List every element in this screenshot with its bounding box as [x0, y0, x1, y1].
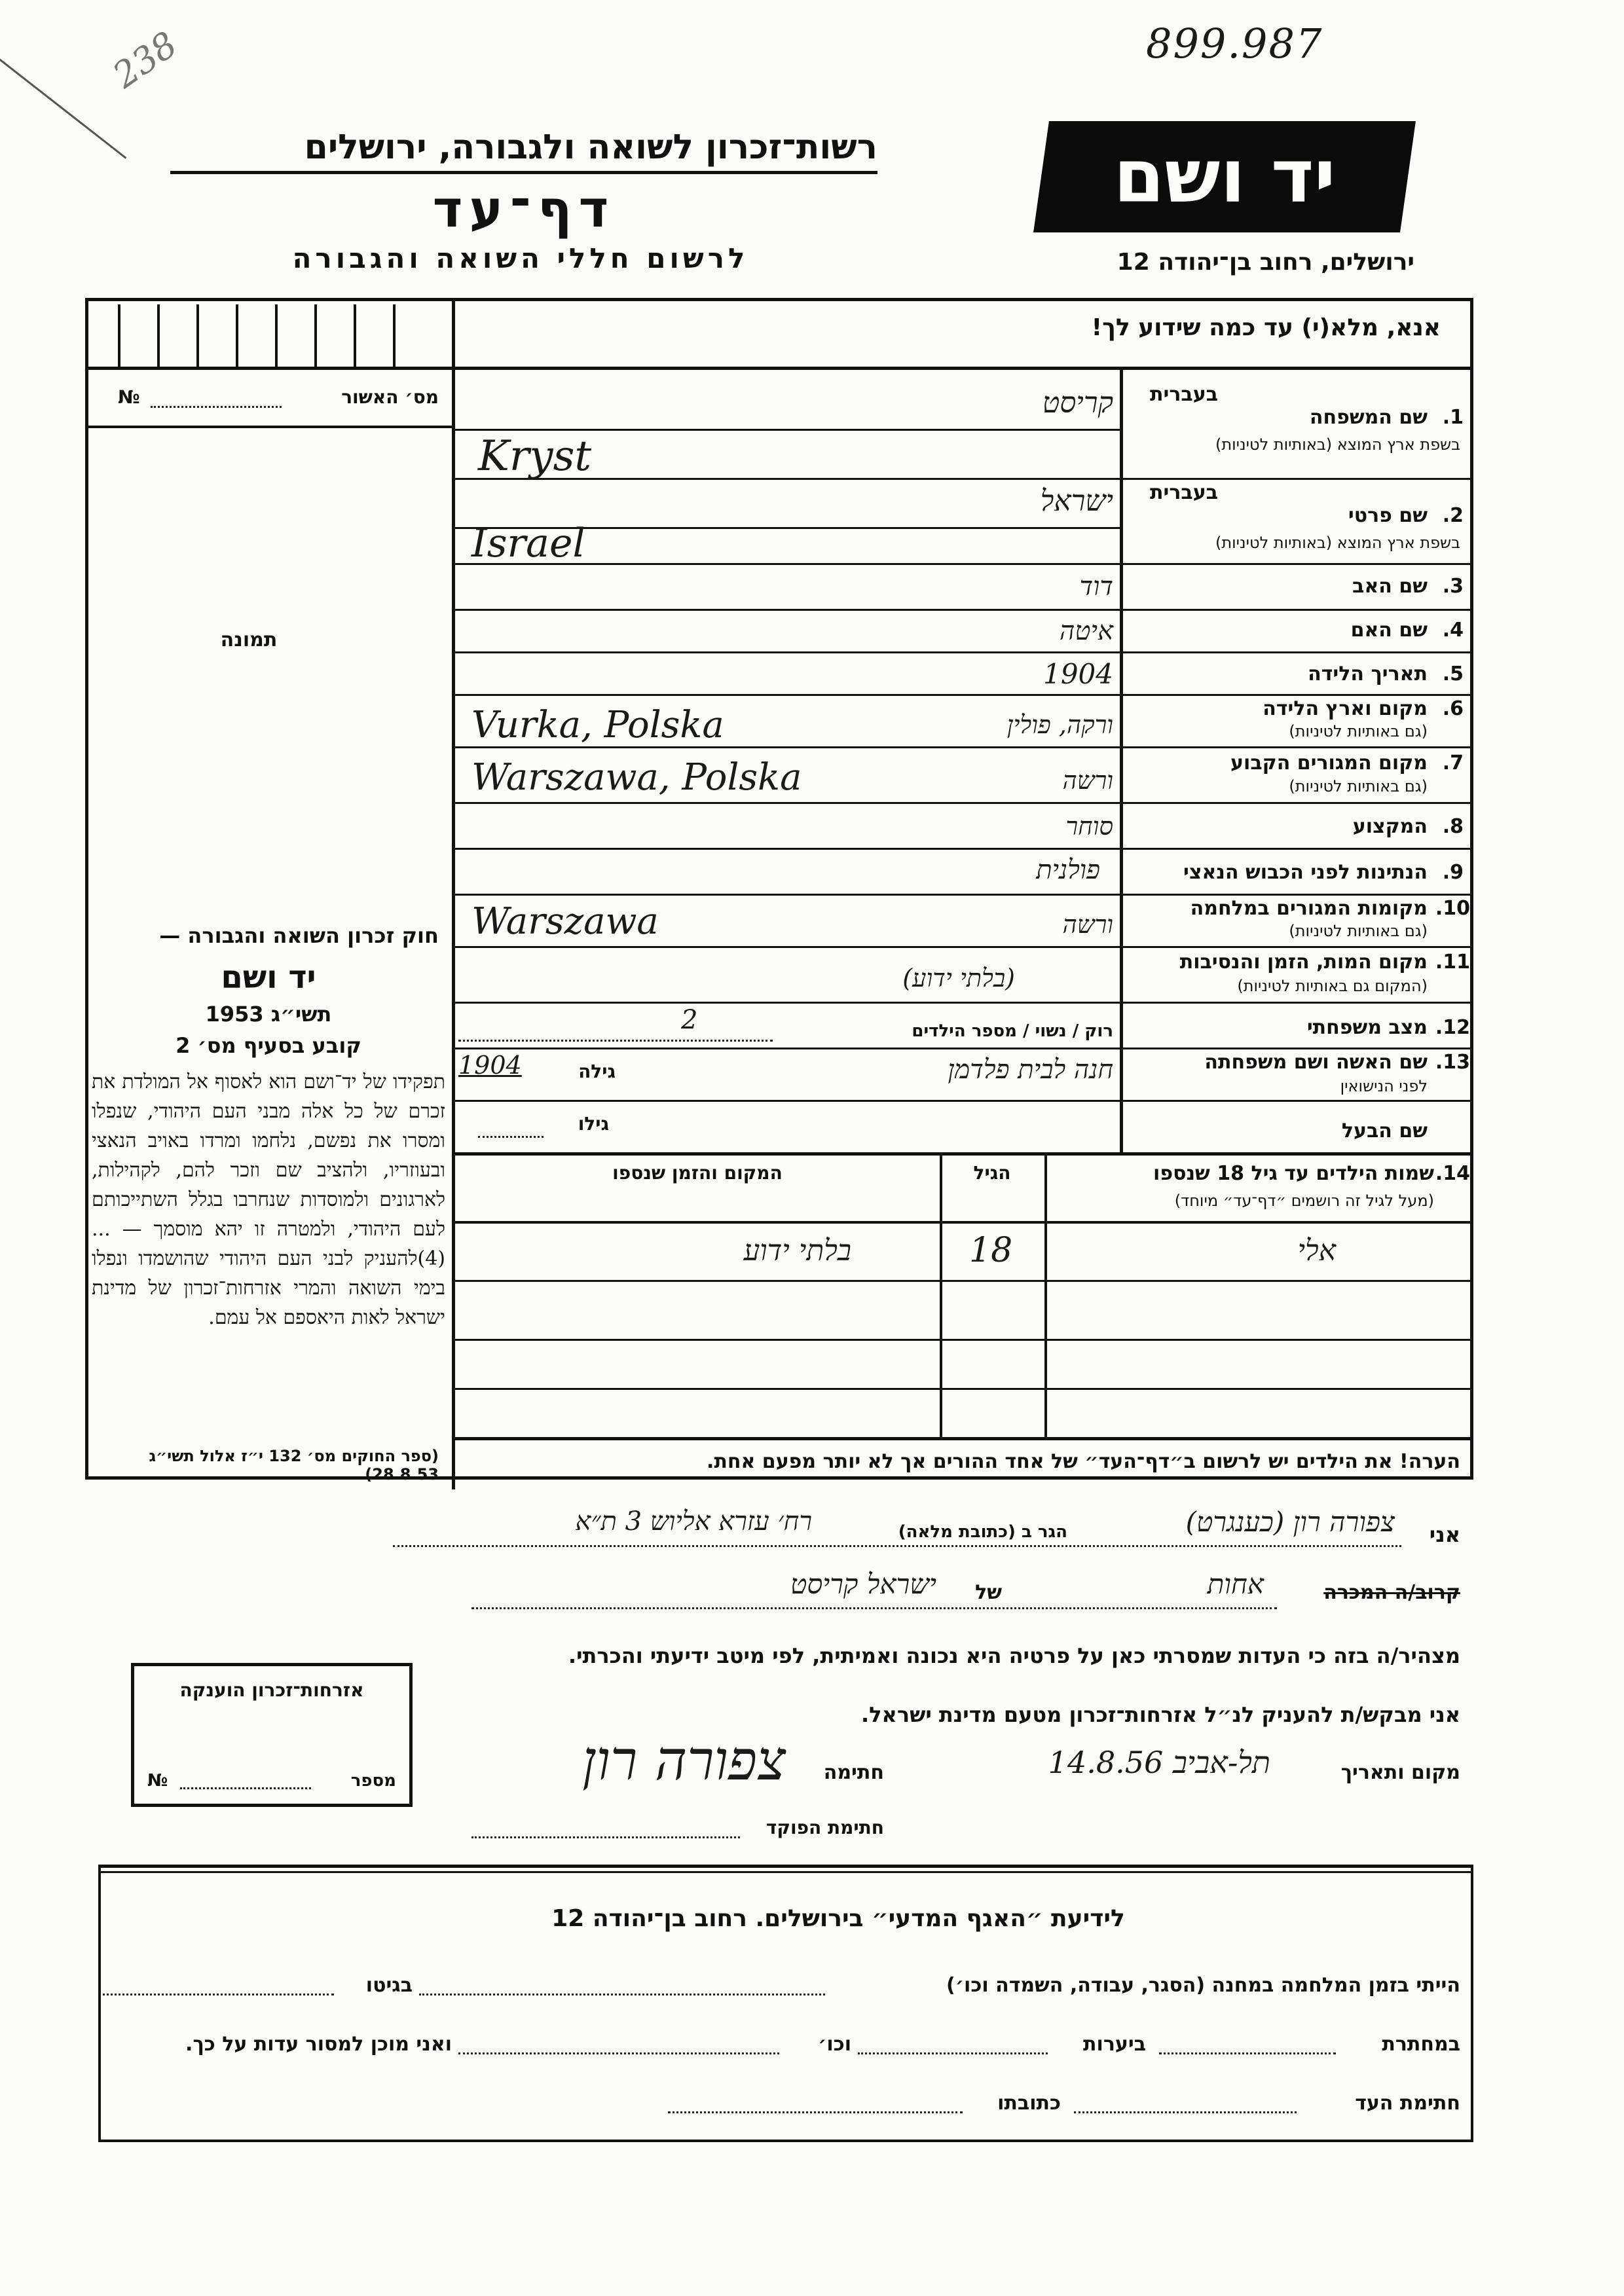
camp-line [419, 1994, 825, 1995]
children-note: (מעל לגיל זה רושמים ״דף־עד״ מיוחד) [1174, 1192, 1434, 1210]
memorial-citizenship-box [131, 1663, 413, 1807]
children-col-place: המקום והזמן שנספו [612, 1162, 783, 1184]
row-rule [452, 478, 1473, 480]
bottom-rule-1 [98, 1865, 1473, 1868]
children-col-rule [1044, 1152, 1047, 1440]
field-7-label: מקום המגורים הקבוע [1230, 752, 1428, 774]
children-num: 14. [1435, 1162, 1470, 1185]
field-13-num: 13. [1435, 1051, 1470, 1074]
field-5-num: 5. [1442, 663, 1464, 685]
bottom-title: לידיעת ״האגף המדעי״ בירושלים. רחוב בן־יהודה 12 [551, 1905, 1125, 1932]
field-12-status: רוק / נשוי / מספר הילדים [912, 1021, 1113, 1041]
field-7-note: (גם באותיות לטיניות) [1289, 777, 1428, 795]
child-age: 18 [969, 1231, 1013, 1270]
law-title: חוק זכרון השואה והגבורה — [159, 923, 439, 948]
field-11-value: (בלתי ידוע) [902, 964, 1015, 993]
relative-line [471, 1607, 1277, 1609]
field-5-label: תאריך הלידה [1308, 663, 1428, 685]
row-rule [452, 1152, 1473, 1156]
bottom-frame-left [98, 1866, 101, 2141]
field-8-num: 8. [1442, 815, 1464, 838]
row-rule [452, 1002, 1473, 1004]
field-7-value-hebrew: ורשה [1062, 766, 1113, 795]
field-6-label: מקום וארץ הלידה [1263, 697, 1428, 720]
field-10-value-latin: Warszawa [471, 900, 659, 943]
field-9-label: הנתינות לפני הכבוש הנאצי [1183, 861, 1428, 884]
photo-label: תמונה [220, 629, 278, 651]
husband-age-line [478, 1136, 544, 1138]
field-2-hebrew-tag: בעברית [1150, 481, 1218, 504]
signature-label: חתימה [823, 1761, 884, 1784]
address-line [668, 2111, 963, 2113]
row-rule [452, 609, 1473, 611]
field-4-value: איטה [1059, 616, 1113, 646]
declarant-of-label: של [975, 1581, 1002, 1604]
row-rule [452, 848, 1473, 850]
corner-fold [0, 52, 126, 158]
declarant-relative-label: קרוב/ה המכרה [1323, 1581, 1460, 1604]
field-1-value-hebrew: קריסט [1042, 386, 1113, 420]
place-date-value: תל-אביב 14.8.56 [1048, 1745, 1270, 1780]
field-3-label: שם האב [1352, 575, 1428, 598]
memorial-box-no: № [147, 1771, 168, 1791]
law-source: (ספר החוקים מס׳ 132 י״ז אלול תשי״ג 28.8.53) [149, 1447, 439, 1484]
row-rule [452, 429, 1120, 431]
place-date-label: מקום ותאריך [1340, 1761, 1460, 1784]
row-rule [452, 746, 1473, 748]
law-section: קובע בסעיף מס׳ 2 [175, 1033, 361, 1058]
field-6-value-hebrew: ורקה, פולין [1006, 710, 1113, 739]
signature: צפורה רון [582, 1728, 786, 1793]
logo-text: יד ושם [1113, 134, 1336, 219]
children-col-rule [940, 1152, 942, 1440]
officer-label: חתימת הפוקד [766, 1817, 884, 1838]
declarant-address: רח׳ עזרא אליוש 3 ת״א [575, 1506, 812, 1537]
intro-rule [85, 367, 1473, 370]
officer-line [471, 1836, 740, 1838]
field-13-note: לפני הנישואין [1340, 1077, 1428, 1095]
field-6-note: (גם באותיות לטיניות) [1289, 722, 1428, 740]
field-10-note: (גם באותיות לטיניות) [1289, 922, 1428, 940]
field-1-label: שם המשפחה [1309, 406, 1428, 429]
field-8-value: סוחר [1065, 812, 1113, 841]
form-title: דף־עד [432, 180, 616, 239]
field-13-age-label: גילה [578, 1061, 616, 1082]
row-rule [452, 894, 1473, 896]
field-11-label: מקום המות, הזמן והנסיבות [1179, 951, 1428, 974]
bottom-witness-sig: חתימת העד [1355, 2092, 1460, 2115]
field-2-value-latin: Israel [471, 520, 585, 566]
row-rule [452, 563, 1473, 565]
corner-stamp: 238 [105, 24, 185, 96]
forests-line [858, 2052, 1048, 2054]
field-4-label: שם האם [1350, 619, 1428, 642]
field-1-hebrew-tag: בעברית [1150, 383, 1218, 406]
field-10-num: 10. [1435, 897, 1470, 920]
underground-line [1159, 2052, 1336, 2054]
memorial-box-title: אזרחות־זכרון הוענקה [179, 1679, 364, 1701]
bottom-underground: במחתרת [1382, 2033, 1460, 2056]
field-3-num: 3. [1442, 575, 1464, 598]
children-col-age: הגיל [973, 1162, 1011, 1184]
field-5-value: 1904 [1043, 658, 1113, 690]
husband-age-label: גילו [578, 1113, 609, 1135]
bottom-ghetto: בגיטו [365, 1974, 413, 1997]
approval-no: № [118, 386, 140, 408]
approval-rule [85, 426, 452, 428]
request-text: אני מבקש/ת להעניק לנ״ל אזרחות־זכרון מטעם מדינת ישראל. [861, 1702, 1460, 1727]
declarant-gar-label: הגר ב (כתובת מלאה) [898, 1522, 1067, 1542]
children-bottom-rule [452, 1437, 1473, 1440]
field-4-num: 4. [1442, 619, 1464, 642]
field-6-value-latin: Vurka, Polska [471, 704, 724, 746]
field-2-note: בשפת ארץ המוצא (באותיות לטיניות) [1215, 534, 1460, 552]
children-header-rule [452, 1221, 1473, 1224]
husband-label: שם הבעל [1341, 1120, 1428, 1142]
field-6-num: 6. [1442, 697, 1464, 720]
law-year: תשי״ג 1953 [205, 1002, 332, 1027]
field-9-value: פולנית [1036, 855, 1100, 885]
declarant-of-name: ישראל קריסט [790, 1568, 936, 1600]
field-12-children-count: 2 [681, 1005, 698, 1035]
declarant-relation: אחות [1207, 1568, 1264, 1600]
field-13-label: שם האשה ושם משפחתה [1204, 1051, 1428, 1074]
row-rule [452, 694, 1473, 696]
field-12-num: 12. [1435, 1016, 1470, 1039]
declarant-ani: אני [1429, 1522, 1460, 1547]
bottom-frame-base [98, 2140, 1473, 2142]
field-11-num: 11. [1435, 951, 1470, 974]
header-address: ירושלים, רחוב בן־יהודה 12 [1116, 249, 1414, 276]
children-row-rule [452, 1280, 1473, 1282]
children-title: שמות הילדים עד גיל 18 שנספו [1153, 1162, 1434, 1185]
bottom-line1: הייתי בזמן המלחמה במחנה (הסגר, עבודה, השמדה וכו׳) [946, 1974, 1460, 1997]
serial-number: 899.987 [1146, 20, 1323, 67]
row-rule [452, 1100, 1473, 1102]
children-row-rule [452, 1339, 1473, 1341]
approval-boxes [118, 304, 452, 367]
row-rule [452, 946, 1473, 948]
field-7-value-latin: Warszawa, Polska [471, 756, 802, 799]
field-2-num: 2. [1442, 504, 1464, 527]
row-rule [452, 802, 1473, 804]
child-name: אלי [1297, 1234, 1336, 1267]
ghetto-line [98, 1994, 334, 1995]
field-7-num: 7. [1442, 752, 1464, 774]
bottom-ready: ואני מוכן למסור עדות על כך. [185, 2033, 452, 2056]
field-9-num: 9. [1442, 861, 1464, 884]
field-13-value: חנה לבית פלדמן [948, 1055, 1113, 1085]
field-2-value-hebrew: ישראל [1040, 484, 1113, 518]
field-8-label: המקצוע [1352, 815, 1428, 838]
remark: הערה! את הילדים יש לרשום ב״דף־העד״ של אחד ההורים אך לא יותר מפעם אחת. [707, 1450, 1460, 1473]
authority-name: רשות־זכרון לשואה ולגבורה, ירושלים [170, 128, 877, 174]
bottom-forests: ביערות [1083, 2033, 1146, 2056]
field-11-note: (המקום גם באותיות לטיניות) [1237, 977, 1428, 995]
field-10-value-hebrew: ורשה [1062, 910, 1113, 939]
field-12-label: מצב משפחתי [1306, 1016, 1428, 1039]
declarant-line [393, 1545, 1401, 1547]
law-text: תפקידו של יד־ושם הוא לאסוף אל המולדת את זכרם של כל אלה מבני העם היהודי, שנפלו ומסרו את נפשם, נלחמו ומרדו באויב הנאצי ובעוזריו, ולהציב שם וזכר להם, לקהילות, לארגונים ולמוסדות שנחרבו בגלל השתייכותם לעם היהודי, ולמטרה זו יהא מוסמך — ...(4)להעניק לבני העם היהודי שהושמדו ונפלו בימי השואה והמרי אזרחות־זכרון של מדינת ישראל לאות היאספם אל עמם. [92, 1070, 445, 1329]
law-name: יד ושם [221, 959, 316, 996]
label-column-rule [1120, 367, 1123, 1152]
approval-label: מס׳ האשור [341, 386, 439, 408]
child-place: בלתי ידוע [743, 1234, 851, 1267]
row-rule [452, 651, 1473, 653]
field-3-value: דוד [1079, 572, 1113, 602]
form-subtitle: לרשום חללי השואה והגבורה [292, 242, 749, 274]
etc-line [458, 2052, 779, 2054]
row-rule [452, 1048, 1473, 1049]
declarant-name: צפורה רון (כענגרט) [1185, 1506, 1395, 1538]
field-1-num: 1. [1442, 406, 1464, 429]
yad-vashem-logo [1033, 121, 1416, 232]
field-1-note: בשפת ארץ המוצא (באותיות לטיניות) [1215, 435, 1460, 454]
approval-line [151, 406, 282, 408]
bottom-etc: וכו׳ [818, 2033, 851, 2056]
bottom-address: כתובתו [997, 2092, 1061, 2115]
field-13-age-value: 1904 [458, 1051, 522, 1080]
children-row-rule [452, 1388, 1473, 1390]
field-12-line [458, 1040, 773, 1042]
declaration-text: מצהיר/ה בזה כי העדות שמסרתי כאן על פרטיה היא נכונה ואמיתית, לפי מיטב ידיעתי והכרתי. [568, 1643, 1460, 1668]
witness-sig-line [1074, 2111, 1297, 2113]
field-2-label: שם פרטי [1348, 504, 1428, 527]
bottom-frame-right [1471, 1866, 1473, 2141]
intro-text: אנא, מלא(י) עד כמה שידוע לך! [1091, 314, 1441, 341]
bottom-rule-2 [98, 1871, 1473, 1873]
field-1-value-latin: Kryst [478, 432, 592, 481]
memorial-box-number-label: מספר [350, 1771, 396, 1791]
field-10-label: מקומות המגורים במלחמה [1190, 897, 1428, 920]
